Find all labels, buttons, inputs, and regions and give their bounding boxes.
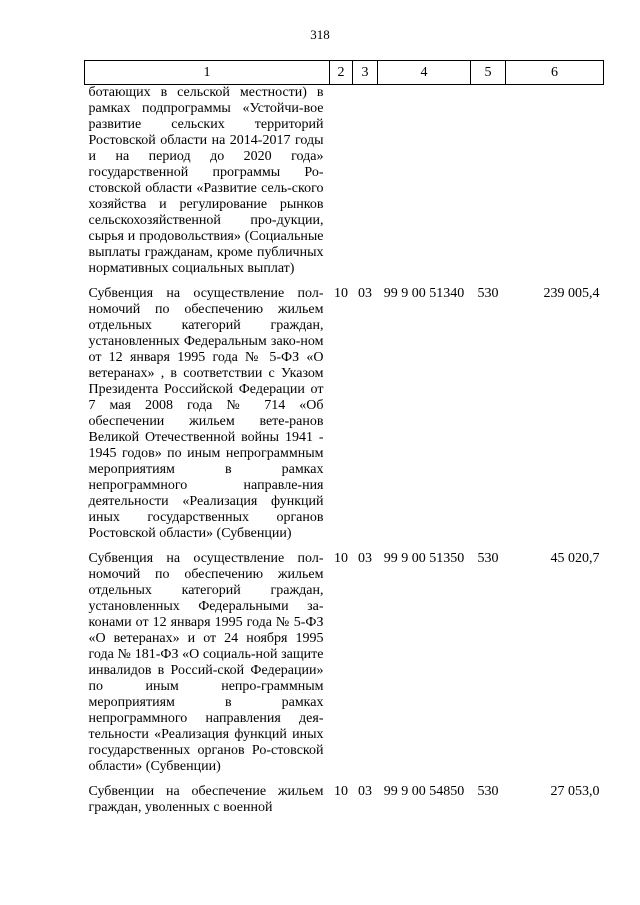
row-description: Субвенции на обеспечение жильем граждан, уволенных с военной xyxy=(88,784,324,815)
row-section: 10 xyxy=(334,286,348,301)
table-row xyxy=(85,784,604,816)
row-expense-type: 530 xyxy=(477,784,499,799)
column-header: 3 xyxy=(353,61,378,85)
page-number: 318 xyxy=(310,27,330,42)
row-amount: 45 020,7 xyxy=(550,551,600,566)
row-target-code xyxy=(378,85,471,278)
row-target-code: 99 9 00 54850 xyxy=(383,784,465,799)
row-section: 10 xyxy=(334,551,348,566)
table-row xyxy=(85,551,604,775)
row-description: Субвенция на осуществление пол-номочий по обеспечению жильем отдельных категорий граждан, установленных Федеральным зако-ном от 12 января 1995 года № 5-ФЗ «О ветеранах» , в соответствии с Указом Президента Российской Федерации от 7 мая 2008 года № 714 «Об обеспечении жильем вете-ранов Великой Отечественной войны 1941 - 1945 годов» по иным непрограммным мероприятиям в рамках непрограммного направле-ния деятельности «Реализация функций иных государственных органов Ростовской области» (Субвенции) xyxy=(88,286,324,541)
row-description: Субвенция на осуществление пол-номочий по обеспечению жильем отдельных категорий граждан, установленных Федеральными за-конами от 12 января 1995 года № 5-ФЗ «О ветеранах» и от 24 ноября 1995 года № 181-ФЗ «О социаль-ной защите инвалидов в Россий-ской Федерации» по иным непро-граммным мероприятиям в рамках непрограммного направления дея-тельности «Реализация функций иных государственных органов Ро-стовской области» (Субвенции) xyxy=(88,551,324,774)
row-section xyxy=(330,85,353,278)
row-target-code: 99 9 00 51350 xyxy=(383,551,465,566)
row-target-code: 99 9 00 51340 xyxy=(383,286,465,301)
column-header: 6 xyxy=(506,61,604,85)
row-amount xyxy=(506,85,604,278)
row-subsection xyxy=(353,85,378,278)
table-header-row xyxy=(85,61,604,85)
row-amount: 239 005,4 xyxy=(543,286,600,301)
row-subsection: 03 xyxy=(358,286,372,301)
row-subsection: 03 xyxy=(358,784,372,799)
row-expense-type xyxy=(471,85,506,278)
row-amount: 27 053,0 xyxy=(550,784,600,799)
table-row xyxy=(85,85,604,278)
row-expense-type: 530 xyxy=(477,286,499,301)
column-header: 5 xyxy=(471,61,506,85)
column-header: 4 xyxy=(378,61,471,85)
column-header: 2 xyxy=(330,61,353,85)
table-row xyxy=(85,286,604,542)
row-expense-type: 530 xyxy=(477,551,499,566)
row-description: ботающих в сельской местности) в рамках подпрограммы «Устойчи-вое развитие сельских территорий Ростовской области на 2014-2017 годы и на период до 2020 года» государственной программы Ро-стовской области «Развитие сель-ского хозяйства и регулирование рынков сельскохозяйственной про-дукции, сырья и продовольствия» (Социальные выплаты гражданам, кроме публичных нормативных социальных выплат) xyxy=(88,85,324,276)
budget-table xyxy=(84,60,604,816)
row-section: 10 xyxy=(334,784,348,799)
row-subsection: 03 xyxy=(358,551,372,566)
column-header: 1 xyxy=(85,61,330,85)
